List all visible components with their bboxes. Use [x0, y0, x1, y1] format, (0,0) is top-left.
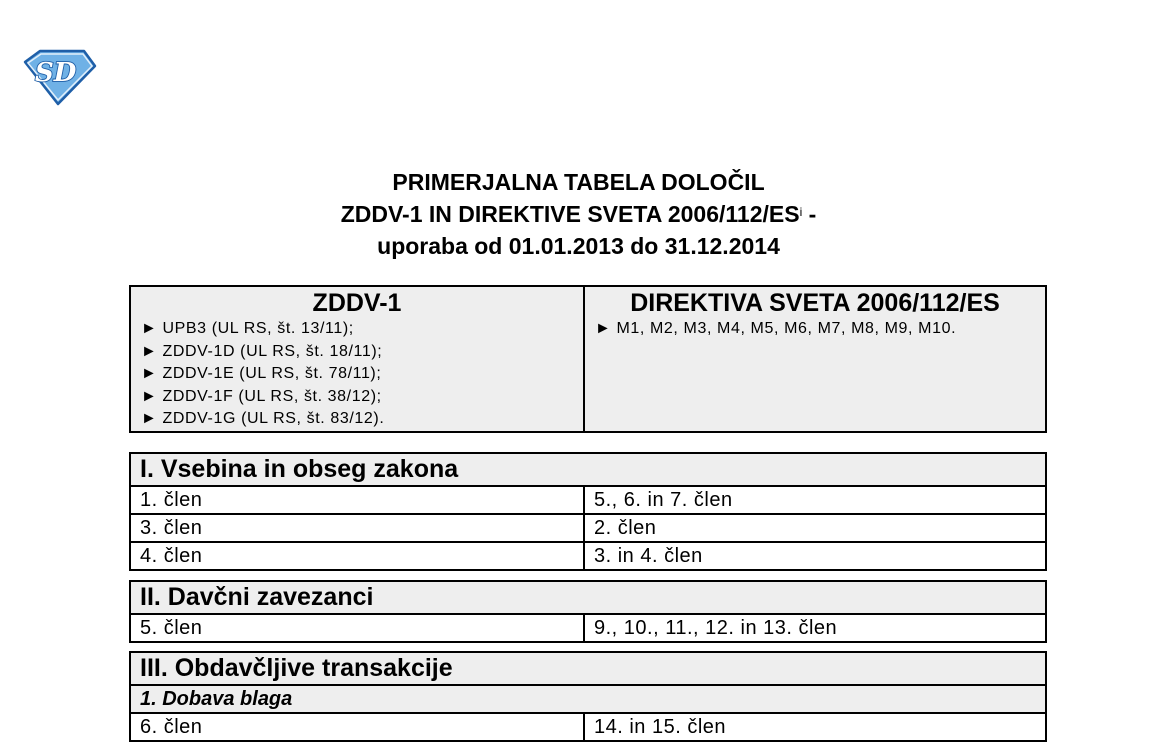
table-row — [130, 486, 1046, 514]
section-title: III. Obdavčljive transakcije — [130, 652, 1046, 685]
zddv-cell: 5. člen — [130, 614, 584, 642]
document-title — [0, 166, 1157, 262]
section-table-1 — [129, 452, 1047, 571]
header-left-list — [141, 318, 573, 431]
endnote-marker[interactable]: i — [799, 205, 803, 219]
title-line-3: uporaba od 01.01.2013 do 31.12.2014 — [377, 233, 780, 259]
section-table-2 — [129, 580, 1047, 643]
header-right-heading: DIREKTIVA SVETA 2006/112/ES — [630, 289, 1000, 317]
section-title: I. Vsebina in obseg zakona — [130, 453, 1046, 486]
zddv-cell: 4. člen — [130, 542, 584, 570]
header-left-cell — [130, 286, 584, 432]
zddv-cell: 1. člen — [130, 486, 584, 514]
list-item: ► M1, M2, M3, M4, M5, M6, M7, M8, M9, M10. — [595, 318, 1035, 341]
title-line-2 — [0, 198, 1157, 230]
title-line-2-text: ZDDV-1 IN DIREKTIVE SVETA 2006/112/ES — [340, 201, 800, 227]
sd-logo-icon — [22, 48, 98, 106]
section-table-3 — [129, 651, 1047, 742]
zddv-cell: 3. člen — [130, 514, 584, 542]
list-item: ► ZDDV-1F (UL RS, št. 38/12); — [141, 386, 573, 409]
header-right-list — [595, 318, 1035, 341]
list-item: ► UPB3 (UL RS, št. 13/11); — [141, 318, 573, 341]
list-item: ► ZDDV-1E (UL RS, št. 78/11); — [141, 363, 573, 386]
table-row — [130, 514, 1046, 542]
svg-text:SD: SD — [35, 58, 77, 88]
directive-cell: 14. in 15. člen — [584, 713, 1046, 741]
header-left-heading: ZDDV-1 — [312, 289, 402, 317]
title-line-2-suffix: - — [802, 201, 817, 227]
directive-cell: 2. člen — [584, 514, 1046, 542]
table-row — [130, 713, 1046, 741]
title-line-1: PRIMERJALNA TABELA DOLOČIL — [392, 169, 765, 195]
list-item: ► ZDDV-1D (UL RS, št. 18/11); — [141, 341, 573, 364]
section-subtitle: 1. Dobava blaga — [130, 685, 1046, 713]
table-row — [130, 614, 1046, 642]
zddv-cell: 6. člen — [130, 713, 584, 741]
directive-cell: 9., 10., 11., 12. in 13. člen — [584, 614, 1046, 642]
header-table — [129, 285, 1047, 433]
header-right-cell — [584, 286, 1046, 432]
directive-cell: 5., 6. in 7. člen — [584, 486, 1046, 514]
table-row — [130, 542, 1046, 570]
list-item: ► ZDDV-1G (UL RS, št. 83/12). — [141, 408, 573, 431]
directive-cell: 3. in 4. člen — [584, 542, 1046, 570]
section-title: II. Davčni zavezanci — [130, 581, 1046, 614]
